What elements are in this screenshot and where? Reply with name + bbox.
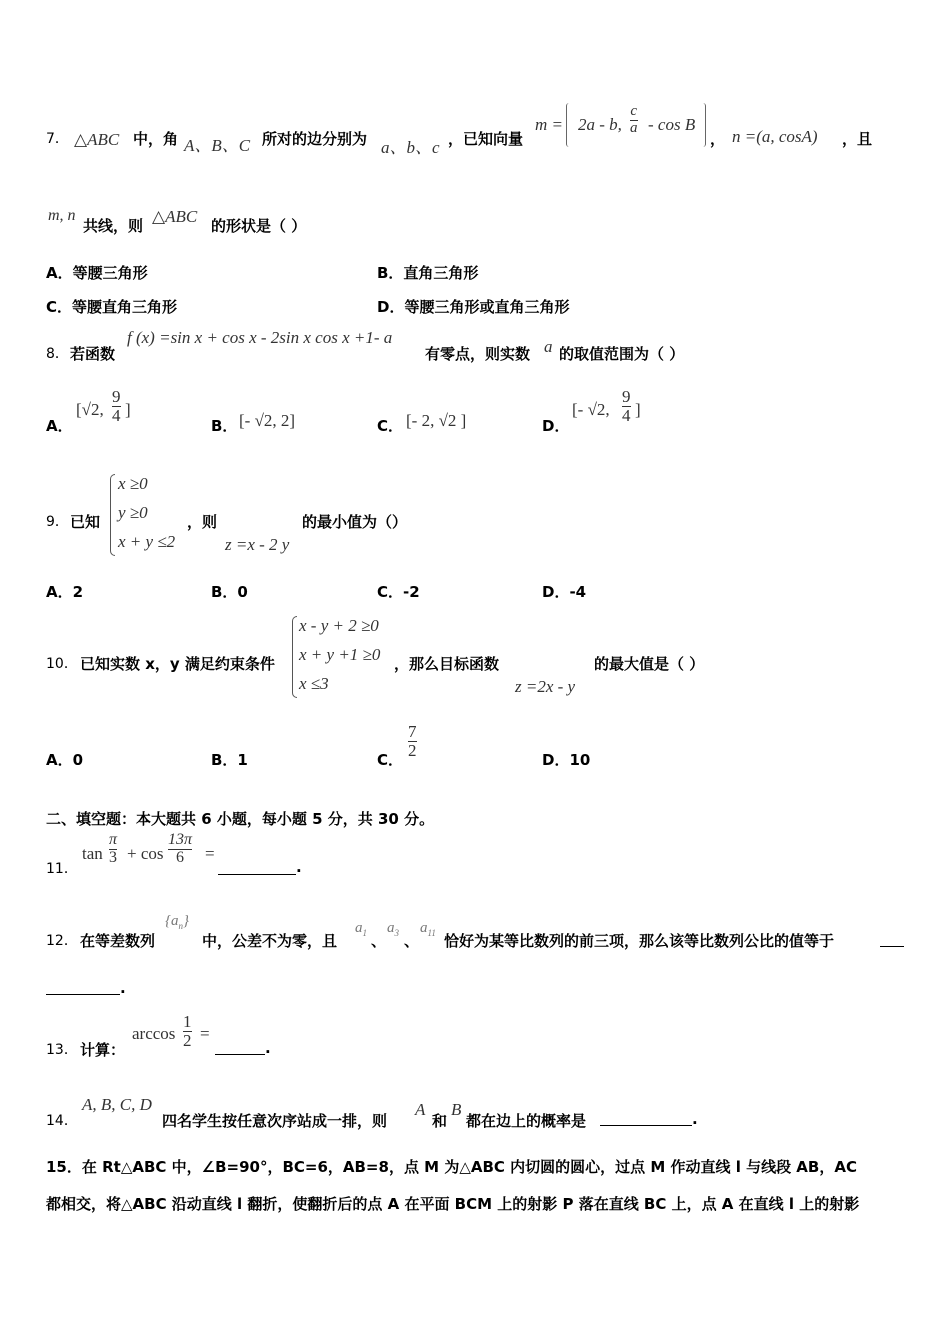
q14-and: 和 <box>432 1112 448 1130</box>
q8-a-frac-den: 4 <box>112 405 121 425</box>
q7-mn: m, n <box>48 207 76 224</box>
q8-option-a-frac <box>112 388 121 425</box>
q8-option-b-value: [- √2, 2] <box>239 411 296 430</box>
q14-text-2: 都在边上的概率是 <box>466 1112 587 1130</box>
q10-option-c-frac <box>408 723 417 760</box>
q11-frac-1-num: π <box>109 831 118 848</box>
q7-m-cos: - cos B <box>648 115 696 134</box>
q11-frac-2-den: 6 <box>168 849 192 867</box>
q9-option-b: B．0 <box>211 583 248 601</box>
q12-period: . <box>120 979 126 997</box>
q9-constraint-1: x ≥0 <box>118 474 148 493</box>
q14-text-1: 四名学生按任意次序站成一排，则 <box>162 1112 388 1130</box>
q10-text-2: ，那么目标函数 <box>394 655 500 673</box>
q11-period: . <box>296 858 302 876</box>
q9-constraint-3: x + y ≤2 <box>118 532 176 551</box>
q15-line-2: 都相交，将△ABC 沿动直线 l 翻折，使翻折后的点 A 在平面 BCM 上的射影 P 落在直线 BC 上，点 A 在直线 l 上的射影 <box>46 1195 860 1213</box>
q9-option-d: D．-4 <box>542 583 587 601</box>
q9-option-a: A．2 <box>46 583 84 601</box>
q13-arccos: arccos <box>132 1024 176 1043</box>
q8-a-frac-num: 9 <box>112 387 121 406</box>
q7-m-first: 2a - b, <box>578 115 622 134</box>
q9-number: 9． <box>46 514 69 530</box>
q12-sequence: $\{a_n\}$ <box>165 913 189 931</box>
q13-equals: = <box>200 1024 210 1043</box>
q12-separator-1: 、 <box>371 932 387 950</box>
q9-option-c: C．-2 <box>377 583 420 601</box>
q7-triangle-2: △ABC <box>152 207 198 226</box>
q10-c-frac-num: 7 <box>408 722 417 741</box>
q8-text-1: 若函数 <box>70 345 116 363</box>
q13-number: 13． <box>46 1042 78 1058</box>
q9-brace <box>110 474 115 556</box>
q14-b: B <box>451 1100 462 1119</box>
q12-a3: $a_3$ <box>387 920 399 938</box>
q10-number: 10． <box>46 656 78 672</box>
q13-frac-den: 2 <box>183 1030 192 1050</box>
q11-answer-blank[interactable] <box>218 874 296 875</box>
q8-option-d-frac <box>622 388 631 425</box>
q11-frac-1-den: 3 <box>109 848 117 866</box>
q12-answer-blank-1[interactable] <box>880 946 904 947</box>
q12-number: 12． <box>46 933 78 949</box>
q8-d-frac-den: 4 <box>622 405 631 425</box>
q7-text-5: 共线，则 <box>83 217 144 235</box>
q7-text-6: 的形状是（ ） <box>211 217 307 235</box>
q9-constraint-2: y ≥0 <box>118 503 148 522</box>
q14-period: . <box>692 1110 698 1128</box>
q9-text-1: 已知 <box>70 513 101 531</box>
q14-number: 14． <box>46 1113 78 1129</box>
q8-option-a-left: [√2, <box>76 400 104 419</box>
q8-a: a <box>544 337 553 356</box>
q10-option-c-label: C． <box>377 751 404 769</box>
q12-text-2: 中，公差不为零，且 <box>202 932 338 950</box>
q8-option-b-label: B． <box>211 417 238 435</box>
q14-a: A <box>415 1100 426 1119</box>
q11-equals: = <box>205 844 215 863</box>
q10-constraint-1: x - y + 2 ≥0 <box>299 616 379 635</box>
q11-number: 11． <box>46 861 78 877</box>
q7-sides: a、b、c <box>381 138 440 157</box>
q7-option-b: B．直角三角形 <box>377 264 479 282</box>
q7-option-c: C．等腰直角三角形 <box>46 298 178 316</box>
q8-text-2: 有零点，则实数 <box>425 345 531 363</box>
q11-frac-1 <box>109 832 117 867</box>
q7-comma: ， <box>710 130 726 148</box>
q8-option-d-left: [- √2, <box>572 400 610 419</box>
q11-frac-2 <box>168 832 192 867</box>
q7-text-1: 中，角 <box>133 130 179 148</box>
q7-text-3: ，已知向量 <box>448 130 524 148</box>
q7-m-fraction <box>630 104 638 137</box>
q7-m-lhs: m = <box>535 115 563 134</box>
q8-option-a-right: ] <box>125 400 131 419</box>
q13-frac-num: 1 <box>183 1012 192 1031</box>
q8-option-c-label: C． <box>377 417 404 435</box>
q9-text-3: 的最小值为（） <box>302 513 408 531</box>
q7-text-4: ，且 <box>842 130 873 148</box>
q8-option-a-label: A． <box>46 417 73 435</box>
q7-triangle: △ABC <box>74 130 120 149</box>
q11-tan: tan <box>82 844 103 863</box>
q7-m-paren-right <box>703 103 706 147</box>
q7-m-frac-den: a <box>630 119 638 136</box>
q10-option-d: D．10 <box>542 751 591 769</box>
q10-constraint-2: x + y +1 ≥0 <box>299 645 381 664</box>
q14-answer-blank[interactable] <box>600 1125 692 1126</box>
q10-brace <box>292 616 297 698</box>
q12-a1: $a_1$ <box>355 920 367 938</box>
q13-text-1: 计算： <box>80 1041 126 1059</box>
q13-period: . <box>265 1039 271 1057</box>
q10-option-a: A．0 <box>46 751 84 769</box>
q9-text-2: ，则 <box>187 513 218 531</box>
q7-option-a: A．等腰三角形 <box>46 264 148 282</box>
q7-n-vector: n =(a, cosA) <box>732 127 818 146</box>
q14-names: A, B, C, D <box>82 1095 152 1114</box>
q11-frac-2-num: 13π <box>168 831 193 848</box>
q13-answer-blank[interactable] <box>215 1054 265 1055</box>
q10-text-3: 的最大值是（ ） <box>594 655 705 673</box>
q7-m-paren-left <box>566 103 569 147</box>
q8-option-d-right: ] <box>635 400 641 419</box>
q10-objective: z =2x - y <box>515 677 576 696</box>
q12-a11: $a_{11}$ <box>420 920 436 938</box>
q8-text-3: 的取值范围为（ ） <box>559 345 685 363</box>
q12-separator-2: 、 <box>404 932 420 950</box>
q11-plus-cos: + cos <box>127 844 164 863</box>
q10-text-1: 已知实数 x，y 满足约束条件 <box>80 655 275 673</box>
q8-function: f (x) =sin x + cos x - 2sin x cos x +1- a <box>127 328 393 347</box>
q10-option-b: B．1 <box>211 751 248 769</box>
q13-frac <box>183 1013 192 1050</box>
q15-line-1: 15．在 Rt△ABC 中，∠B=90°，BC=6，AB=8，点 M 为△ABC 内切圆的圆心，过点 M 作动直线 l 与线段 AB，AC <box>46 1158 857 1176</box>
q8-option-d-label: D． <box>542 417 570 435</box>
q7-m-frac-num: c <box>630 103 638 119</box>
q7-angles: A、B、C <box>184 136 251 155</box>
q8-number: 8． <box>46 346 69 362</box>
q8-option-c-value: [- 2, √2 ] <box>406 411 467 430</box>
section-2-heading: 二、填空题：本大题共 6 小题，每小题 5 分，共 30 分。 <box>46 810 435 828</box>
q7-text-2: 所对的边分别为 <box>262 130 368 148</box>
q12-text-1: 在等差数列 <box>80 932 156 950</box>
q8-d-frac-num: 9 <box>622 387 631 406</box>
q10-constraint-3: x ≤3 <box>299 674 329 693</box>
q7-number: 7． <box>46 131 69 147</box>
q10-c-frac-den: 2 <box>408 740 417 760</box>
q12-text-3: 恰好为某等比数列的前三项，那么该等比数列公比的值等于 <box>444 932 835 950</box>
q9-objective: z =x - 2 y <box>225 535 290 554</box>
q7-option-d: D．等腰三角形或直角三角形 <box>377 298 570 316</box>
q12-answer-blank-2[interactable] <box>46 994 120 995</box>
